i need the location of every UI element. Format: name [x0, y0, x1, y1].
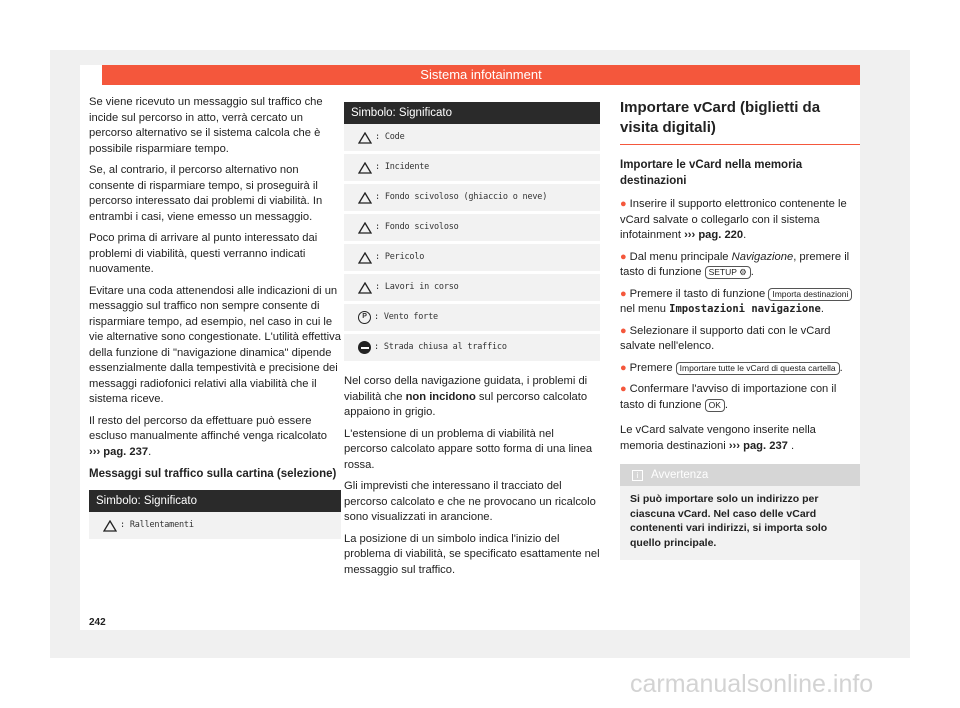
text: Selezionare il supporto dati con le vCard salvate nell'elenco.	[620, 324, 831, 352]
table-cell: : Fondo scivoloso	[375, 221, 459, 232]
paragraph: Se viene ricevuto un messaggio sul traffico che incide sul percorso in atto, verrà cercato un percorso alternativo se il sistema calcola che è possibile risparmiare tempo.	[89, 96, 323, 155]
text: .	[839, 361, 843, 374]
text: Nel corso della navigazione guidata, i problemi di viabilità che	[344, 375, 588, 403]
table-cell: : Rallentamenti	[120, 519, 194, 530]
bold-text: non incidono	[405, 390, 476, 403]
slippery-road-triangle-icon	[358, 222, 372, 234]
import-all-vcards-key[interactable]: Importare tutte le vCard di questa cartella	[676, 362, 840, 375]
list-item	[620, 250, 860, 281]
table-row	[89, 512, 341, 542]
text: .	[750, 266, 754, 278]
paragraph: Evitare una coda attenendosi alle indicazioni di un messaggio sul traffico non sempre consente di risparmiare tempo, ad esempio, nel caso in cui le vie alternative sono congestionate. L'utilità effettiva della funzione di "navigazione dinamica" dipende essenzialmente dalla tempestività e precisione dei messaggi radiofonici relativi alla viabilità che il sistema riceve.	[89, 284, 341, 405]
setup-key[interactable]: SETUP ⚙	[705, 266, 751, 279]
bullet-icon: ●	[620, 324, 627, 337]
page-link[interactable]: ››› pag. 220	[684, 229, 744, 241]
text: Inserire il supporto elettronico contenente le vCard salvate o collegarlo con il sistema infotainment	[620, 198, 847, 241]
danger-triangle-icon	[358, 252, 372, 264]
paragraph: Gli imprevisti che interessano il tracciato del percorso calcolato e che ne provocano un ricalcolo sono visualizzati in arancione.	[344, 480, 596, 523]
section-title: Importare vCard (biglietti da visita digitali)	[620, 98, 860, 145]
table-row	[344, 154, 600, 184]
table-row	[344, 274, 600, 304]
table-cell: : Fondo scivoloso (ghiaccio o neve)	[375, 191, 548, 202]
column-left	[89, 95, 341, 542]
table-cell: : Lavori in corso	[375, 281, 459, 292]
text: Premere	[629, 361, 676, 374]
paragraph	[89, 414, 341, 461]
road-closed-icon	[358, 341, 371, 354]
text: .	[787, 439, 795, 452]
warning-header	[620, 464, 860, 486]
table-header: Simbolo: Significato	[89, 490, 341, 512]
list-item	[620, 197, 860, 244]
page-number: 242	[89, 617, 106, 628]
bullet-icon: ●	[620, 250, 627, 263]
menu-name: Navigazione	[731, 250, 794, 263]
table-row	[344, 304, 600, 334]
text: Il resto del percorso da effettuare può essere escluso manualmente affinché venga ricalcolato	[89, 414, 327, 442]
menu-name: Impostazioni navigazione	[669, 303, 821, 315]
bullet-icon: ●	[620, 383, 627, 395]
list-item	[620, 324, 860, 355]
strong-wind-icon: P	[358, 311, 371, 324]
table-row	[344, 334, 600, 364]
watermark: carmanualsonline.info	[630, 670, 874, 698]
text: nel menu	[620, 303, 670, 315]
list-item	[620, 361, 860, 377]
list-item	[620, 287, 860, 318]
table-row	[344, 184, 600, 214]
ok-key[interactable]: OK	[705, 399, 725, 412]
table-header: Simbolo: Significato	[344, 102, 600, 124]
warning-box	[620, 464, 860, 560]
paragraph: Se, al contrario, il percorso alternativo non consente di risparmiare tempo, si proseguirà il percorso interessato dai problemi di viabilità. In entrambi i casi, viene emesso un messaggio.	[89, 164, 323, 223]
accident-triangle-icon	[358, 162, 372, 174]
table-row	[344, 124, 600, 154]
column-right	[620, 98, 860, 560]
page-link[interactable]: ››› pag. 237	[728, 439, 788, 452]
list-item	[620, 382, 860, 413]
subheading: Messaggi sul traffico sulla cartina (selezione)	[89, 468, 337, 480]
text: sul percorso calcolato appaiono in grigio.	[344, 390, 588, 418]
info-icon: i	[632, 470, 643, 481]
import-destinations-key[interactable]: Importa destinazioni	[768, 288, 852, 301]
text: .	[743, 229, 747, 241]
ice-snow-triangle-icon	[358, 192, 372, 204]
text: Le vCard salvate vengono inserite nella memoria destinazioni	[620, 424, 816, 452]
paragraph: L'estensione di un problema di viabilità nel percorso calcolato appare sotto forma di una linea rossa.	[344, 427, 593, 471]
text: .	[148, 445, 152, 458]
roadworks-triangle-icon	[358, 282, 372, 294]
text: .	[820, 303, 824, 315]
warning-triangle-icon	[103, 520, 117, 532]
paragraph: La posizione di un simbolo indica l'inizio del problema di viabilità, se specificato esattamente nel messaggio sul traffico.	[344, 532, 600, 576]
text: Confermare l'avviso di importazione con il tasto di funzione	[620, 383, 837, 411]
paragraph	[620, 423, 860, 454]
warning-title: Avvertenza	[651, 469, 709, 481]
table-cell: : Strada chiusa al traffico	[374, 341, 507, 352]
text: Premere il tasto di funzione	[629, 287, 769, 300]
bullet-icon: ●	[620, 361, 627, 374]
table-cell: : Vento forte	[374, 311, 438, 322]
column-middle	[344, 102, 600, 584]
warning-body: Si può importare solo un indirizzo per ciascuna vCard. Nel caso delle vCard contenenti vari indirizzi, si importa solo quello principale.	[630, 493, 828, 549]
page-link[interactable]: ››› pag. 237	[89, 445, 149, 458]
text: , premere il tasto di funzione	[620, 250, 850, 278]
table-cell: : Incidente	[375, 161, 430, 172]
table-row	[344, 244, 600, 274]
table-row	[344, 214, 600, 244]
section-header: Sistema infotainment	[102, 65, 860, 85]
text: Dal menu principale	[629, 250, 732, 263]
table-cell: : Pericolo	[375, 251, 425, 262]
table-cell: : Code	[375, 131, 405, 142]
queue-triangle-icon	[358, 132, 372, 144]
paragraph: Poco prima di arrivare al punto interessato dai problemi di viabilità, questi verranno indicati nuovamente.	[89, 232, 318, 275]
subheading: Importare le vCard nella memoria destinazioni	[620, 159, 803, 187]
bullet-icon: ●	[620, 198, 627, 210]
bullet-icon: ●	[620, 287, 627, 300]
text: .	[724, 398, 728, 411]
paragraph	[344, 374, 600, 421]
